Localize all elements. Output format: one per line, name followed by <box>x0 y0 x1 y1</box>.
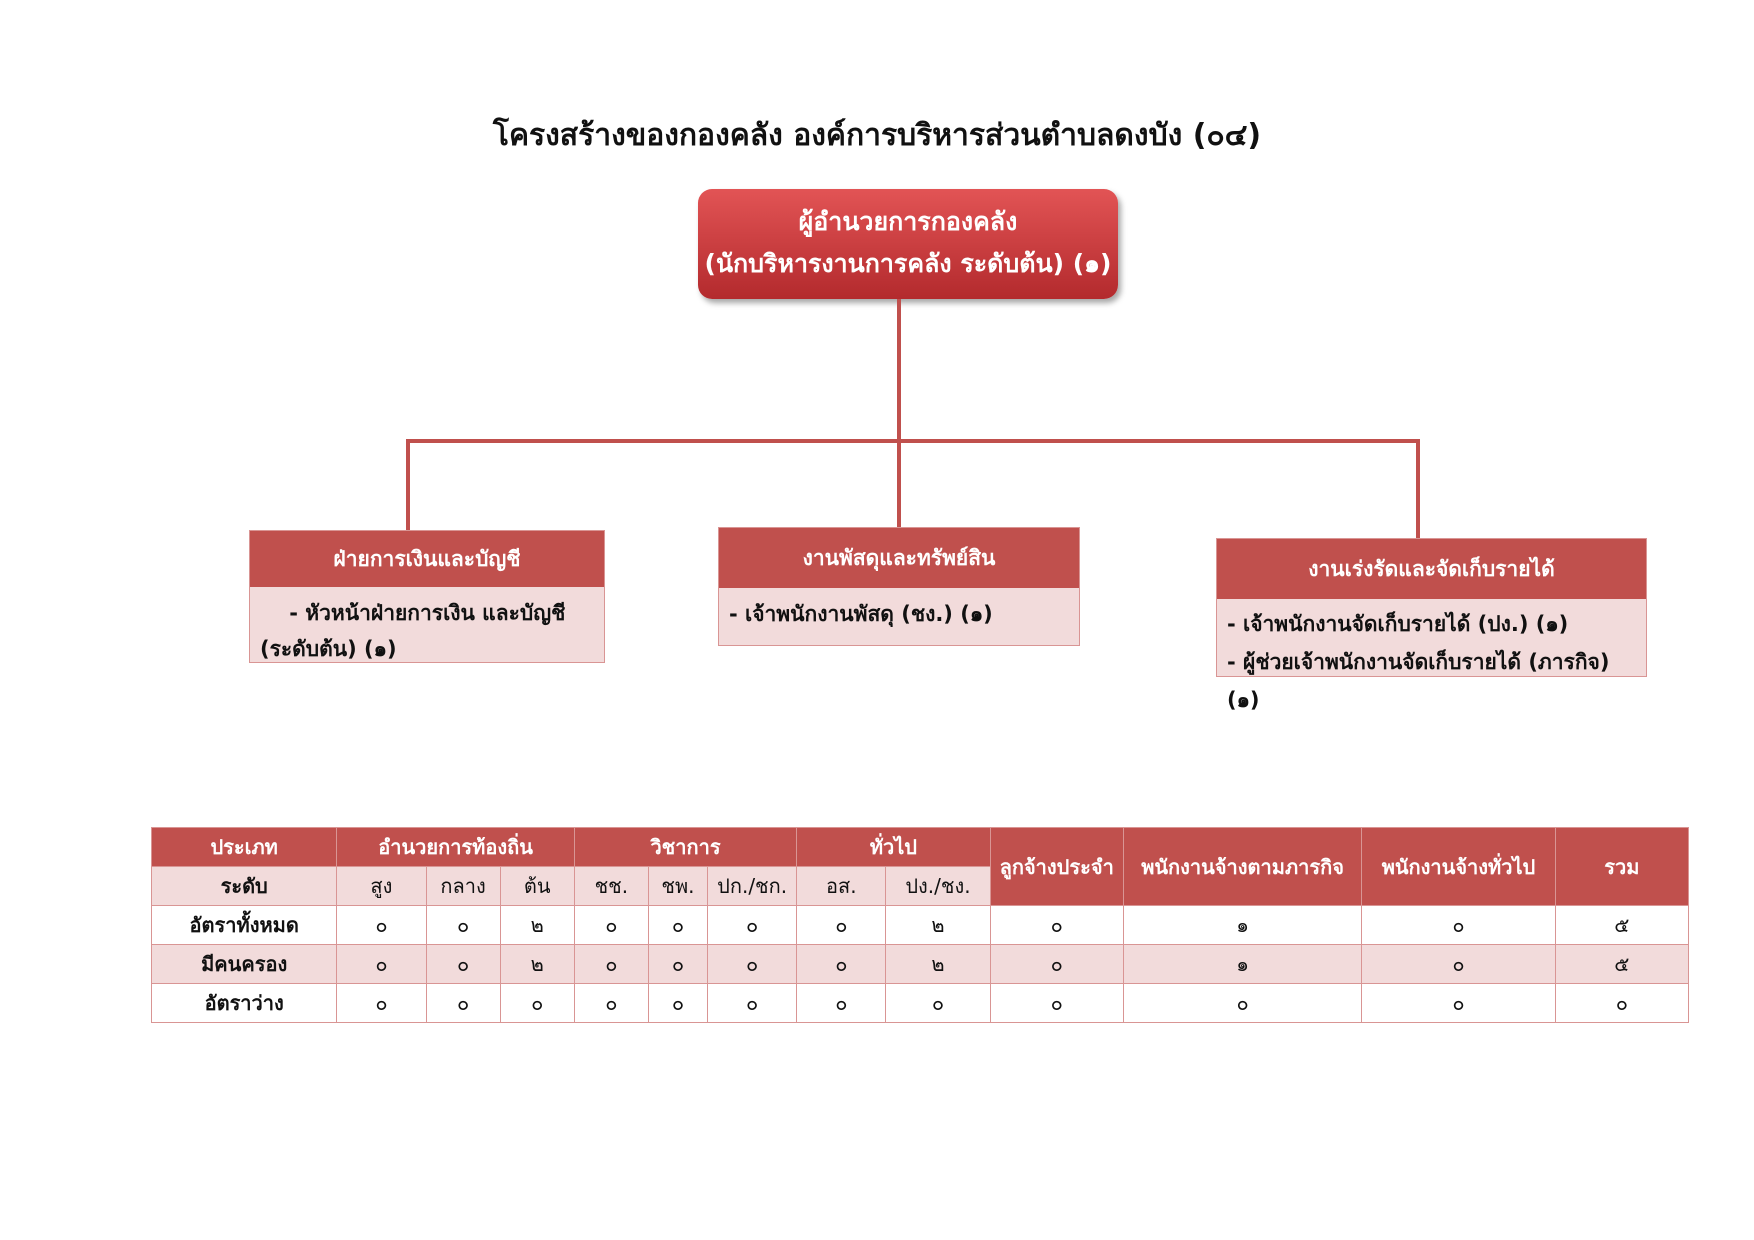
table-cell: ๐ <box>648 945 707 984</box>
col-total: รวม <box>1555 828 1688 906</box>
table-header-row <box>152 828 1689 867</box>
dept-finance-accounting <box>249 530 605 663</box>
table-row <box>152 906 1689 945</box>
dept-item: - หัวหน้าฝ่ายการเงิน และบัญชี <box>260 601 566 625</box>
row-label: มีคนครอง <box>152 945 337 984</box>
director-position: (นักบริหารงานการคลัง ระดับต้น) (๑) <box>704 249 1112 278</box>
level-cell: ปก./ชก. <box>708 867 797 906</box>
table-cell: ๐ <box>426 906 500 945</box>
table-cell: ๒ <box>500 945 574 984</box>
table-cell: ๐ <box>337 945 426 984</box>
table-cell: ๒ <box>500 906 574 945</box>
table-cell: ๐ <box>797 945 886 984</box>
dept-items <box>719 588 1079 640</box>
table-cell: ๐ <box>1555 984 1688 1023</box>
col-general-employee: พนักงานจ้างทั่วไป <box>1362 828 1555 906</box>
connector-horizontal <box>406 439 1420 443</box>
group-general: ทั่วไป <box>797 828 990 867</box>
table-cell: ๐ <box>708 906 797 945</box>
table-row <box>152 945 1689 984</box>
table-cell: ๐ <box>500 984 574 1023</box>
level-cell: ต้น <box>500 867 574 906</box>
col-mission-employee: พนักงานจ้างตามภารกิจ <box>1123 828 1361 906</box>
staffing-table <box>151 827 1689 1023</box>
dept-item: (ระดับต้น) (๑) <box>260 637 397 661</box>
table-cell: ๐ <box>648 906 707 945</box>
dept-item: - ผู้ช่วยเจ้าพนักงานจัดเก็บรายได้ (ภารกิจ) (๑) <box>1227 650 1610 712</box>
dept-items <box>250 587 604 675</box>
table-cell: ๐ <box>708 984 797 1023</box>
col-permanent-employee: ลูกจ้างประจำ <box>990 828 1123 906</box>
table-cell: ๐ <box>574 945 648 984</box>
dept-items <box>1217 599 1646 727</box>
table-cell: ๐ <box>337 906 426 945</box>
table-cell: ๐ <box>990 945 1123 984</box>
table-cell: ๕ <box>1555 906 1688 945</box>
table-cell: ๐ <box>426 945 500 984</box>
connector-middle <box>897 439 901 527</box>
dept-title: งานพัสดุและทรัพย์สิน <box>719 528 1079 588</box>
table-cell: ๐ <box>574 984 648 1023</box>
group-academic: วิชาการ <box>574 828 796 867</box>
type-header: ประเภท <box>152 828 337 867</box>
table-cell: ๒ <box>886 906 990 945</box>
table-cell: ๐ <box>990 984 1123 1023</box>
dept-title: ฝ่ายการเงินและบัญชี <box>250 531 604 587</box>
table-cell: ๐ <box>1362 984 1555 1023</box>
group-local-admin: อำนวยการท้องถิ่น <box>337 828 574 867</box>
table-cell: ๐ <box>648 984 707 1023</box>
director-box <box>698 189 1118 299</box>
director-title: ผู้อำนวยการกองคลัง <box>798 207 1018 236</box>
page-title: โครงสร้างของกองคลัง องค์การบริหารส่วนตำบลดงบัง (๐๔) <box>492 118 1262 153</box>
row-label: อัตราทั้งหมด <box>152 906 337 945</box>
table-cell: ๐ <box>1123 984 1361 1023</box>
level-cell: กลาง <box>426 867 500 906</box>
table-cell: ๐ <box>1362 906 1555 945</box>
dept-title: งานเร่งรัดและจัดเก็บรายได้ <box>1217 539 1646 599</box>
connector-left <box>406 439 410 530</box>
table-cell: ๐ <box>1362 945 1555 984</box>
level-cell: ชช. <box>574 867 648 906</box>
table-cell: ๐ <box>337 984 426 1023</box>
dept-supplies-assets <box>718 527 1080 646</box>
table-row <box>152 984 1689 1023</box>
table-cell: ๐ <box>426 984 500 1023</box>
table-cell: ๐ <box>797 984 886 1023</box>
table-cell: ๑ <box>1123 945 1361 984</box>
level-cell: ปง./ชง. <box>886 867 990 906</box>
table-cell: ๐ <box>990 906 1123 945</box>
connector-right <box>1416 439 1420 538</box>
dept-revenue-collection <box>1216 538 1647 712</box>
connector-vertical-main <box>897 299 901 441</box>
row-label: อัตราว่าง <box>152 984 337 1023</box>
table-cell: ๕ <box>1555 945 1688 984</box>
dept-item: - เจ้าพนักงานจัดเก็บรายได้ (ปง.) (๑) <box>1227 612 1569 636</box>
level-header: ระดับ <box>152 867 337 906</box>
level-cell: สูง <box>337 867 426 906</box>
table-cell: ๐ <box>886 984 990 1023</box>
level-cell: อส. <box>797 867 886 906</box>
table-cell: ๑ <box>1123 906 1361 945</box>
table-cell: ๐ <box>708 945 797 984</box>
table-cell: ๒ <box>886 945 990 984</box>
dept-item: - เจ้าพนักงานพัสดุ (ชง.) (๑) <box>729 602 993 626</box>
table-cell: ๐ <box>574 906 648 945</box>
table-cell: ๐ <box>797 906 886 945</box>
level-cell: ชพ. <box>648 867 707 906</box>
